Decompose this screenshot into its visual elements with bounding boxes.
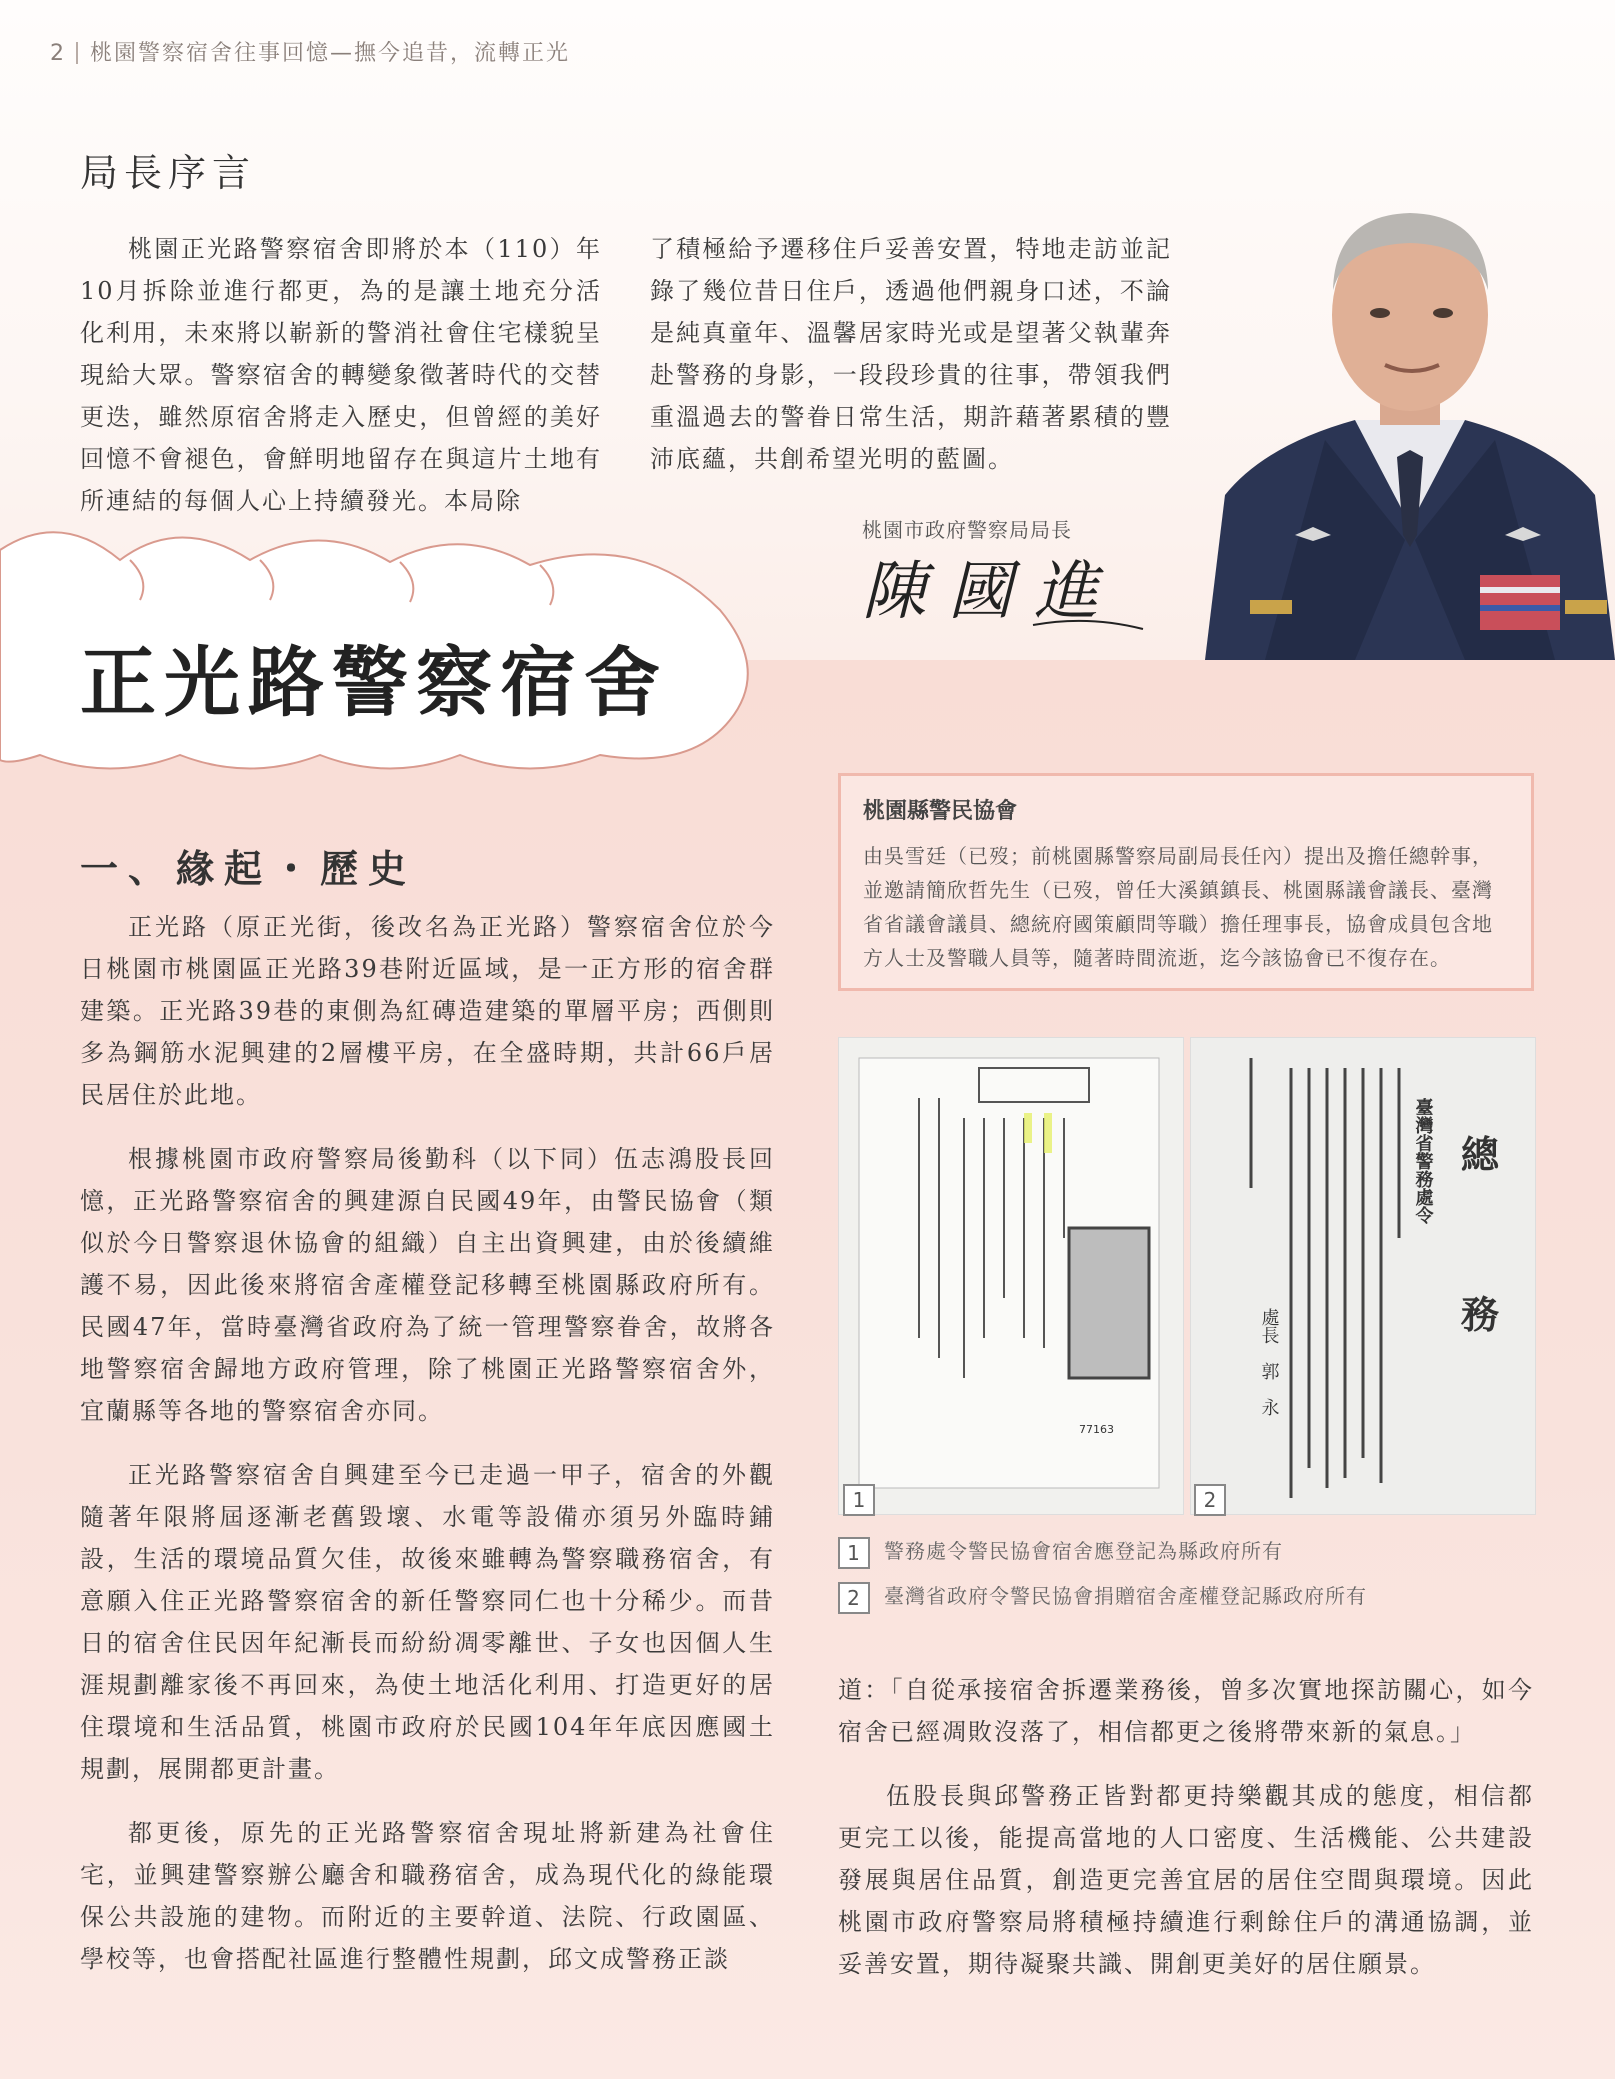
section-paragraph-1: 正光路（原正光街，後改名為正光路）警察宿舍位於今日桃園市桃園區正光路39巷附近區域，是一正方形的宿舍群建築。正光路39巷的東側為紅磚造建築的單層平房；西側則多為鋼筋水泥興建的2層樓平房，在全盛時期，共計66戶居民居住於此地。 xyxy=(80,913,775,1109)
preface-column-1 xyxy=(80,228,602,544)
info-box xyxy=(838,773,1534,991)
caption-1-number: 1 xyxy=(838,1537,870,1569)
section-left-column xyxy=(80,906,775,2002)
figure-2-number-tag: 2 xyxy=(1194,1484,1226,1516)
running-header xyxy=(50,36,570,67)
signature-image xyxy=(858,545,1148,635)
director-portrait xyxy=(1205,195,1615,660)
signature-text: 陳國進 xyxy=(862,555,1120,629)
running-title: 桃園警察宿舍往事回憶—撫今追昔，流轉正光 xyxy=(90,41,571,66)
doc2-char-1: 總 xyxy=(1461,1132,1500,1177)
section-paragraph-4: 都更後，原先的正光路警察宿舍現址將新建為社會住宅，並興建警察辦公廳舍和職務宿舍，成為現代化的綠能環保公共設施的建物。而附近的主要幹道、法院、行政園區、學校等，也會搭配社區進行整體性規劃，邱文成警務正談 xyxy=(80,1819,775,1973)
preface-column-2 xyxy=(650,228,1172,502)
preface-title: 局長序言 xyxy=(80,151,257,195)
info-box-title: 桃園縣警民協會 xyxy=(863,799,1018,824)
preface-paragraph-2: 了積極給予遷移住戶妥善安置，特地走訪並記錄了幾位昔日住戶，透過他們親身口述，不論是純真童年、溫馨居家時光或是望著父執輩奔赴警務的身影，一段段珍貴的往事，帶領我們重溫過去的警眷日常生活，期許藉著累積的豐沛底蘊，共創希望光明的藍圖。 xyxy=(650,235,1172,473)
header-divider xyxy=(76,42,78,64)
doc1-code: 77163 xyxy=(1079,1423,1114,1436)
doc2-heading: 臺灣省警務處令 xyxy=(1412,1098,1434,1224)
section-paragraph-2: 根據桃園市政府警察局後勤科（以下同）伍志鴻股長回憶，正光路警察宿舍的興建源自民國49年，由警民協會（類似於今日警察退休協會的組織）自主出資興建，由於後續維護不易，因此後來將宿舍產權登記移轉至桃園縣政府所有。民國47年，當時臺灣省政府為了統一管理警察眷舍，故將各地警察宿舍歸地方政府管理，除了桃園正光路警察宿舍外，宜蘭縣等各地的警察宿舍亦同。 xyxy=(80,1145,775,1425)
figure-2-caption xyxy=(838,1580,1367,1614)
caption-1-text: 警務處令警民協會宿舍應登記為縣政府所有 xyxy=(884,1539,1283,1563)
document-image-2 xyxy=(1190,1037,1536,1515)
caption-2-number: 2 xyxy=(838,1582,870,1614)
doc2-signer: 處長 郭 永 xyxy=(1258,1308,1280,1416)
page-number: 2 xyxy=(50,41,66,66)
signer-title: 桃園市政府警察局局長 xyxy=(862,518,1072,542)
section-paragraph-3: 正光路警察宿舍自興建至今已走過一甲子，宿舍的外觀隨著年限將屆逐漸老舊毀壞、水電等設備亦須另外臨時鋪設，生活的環境品質欠佳，故後來雖轉為警察職務宿舍，有意願入住正光路警察宿舍的新任警察同仁也十分稀少。而昔日的宿舍住民因年紀漸長而紛紛凋零離世、子女也因個人生涯規劃離家後不再回來，為使土地活化利用、打造更好的居住環境和生活品質，桃園市政府於民國104年年底因應國土規劃，展開都更計畫。 xyxy=(80,1461,775,1783)
preface-paragraph-1: 桃園正光路警察宿舍即將於本（110）年10月拆除並進行都更，為的是讓土地充分活化利用，未來將以嶄新的警消社會住宅樣貌呈現給大眾。警察宿舍的轉變象徵著時代的交替更迭，雖然原宿舍將走入歷史，但曾經的美好回憶不會褪色，會鮮明地留存在與這片土地有所連結的每個人心上持續發光。本局除 xyxy=(80,235,602,515)
section-right-paragraph-2: 伍股長與邱警務正皆對都更持樂觀其成的態度，相信都更完工以後，能提高當地的人口密度、生活機能、公共建設發展與居住品質，創造更完善宜居的居住空間與環境。因此桃園市政府警察局將積極持續進行剩餘住戶的溝通協調，並妥善安置，期待凝聚共識、開創更美好的居住願景。 xyxy=(838,1782,1534,1978)
doc2-char-2: 務 xyxy=(1461,1292,1500,1337)
section-right-column xyxy=(838,1669,1534,2007)
info-box-body: 由吳雪廷（已歿；前桃園縣警察局副局長任內）提出及擔任總幹事，並邀請簡欣哲先生（已歿，曾任大溪鎮鎮長、桃園縣議會議長、臺灣省省議會議員、總統府國策顧問等職）擔任理事長，協會成員包含地方人士及警職人員等，隨著時間流逝，迄今該協會已不復存在。 xyxy=(863,844,1493,970)
figure-1-number-tag: 1 xyxy=(843,1484,875,1516)
document-image-1 xyxy=(838,1037,1184,1515)
figure-1-caption xyxy=(838,1535,1283,1569)
main-title: 正光路警察宿舍 xyxy=(80,638,668,727)
section-right-paragraph-1: 道：「自從承接宿舍拆遷業務後，曾多次實地探訪關心，如今宿舍已經凋敗沒落了，相信都更之後將帶來新的氣息。」 xyxy=(838,1676,1534,1746)
section-title: 一、緣起・歷史 xyxy=(80,846,417,891)
caption-2-text: 臺灣省政府令警民協會捐贈宿舍產權登記縣政府所有 xyxy=(884,1584,1367,1608)
